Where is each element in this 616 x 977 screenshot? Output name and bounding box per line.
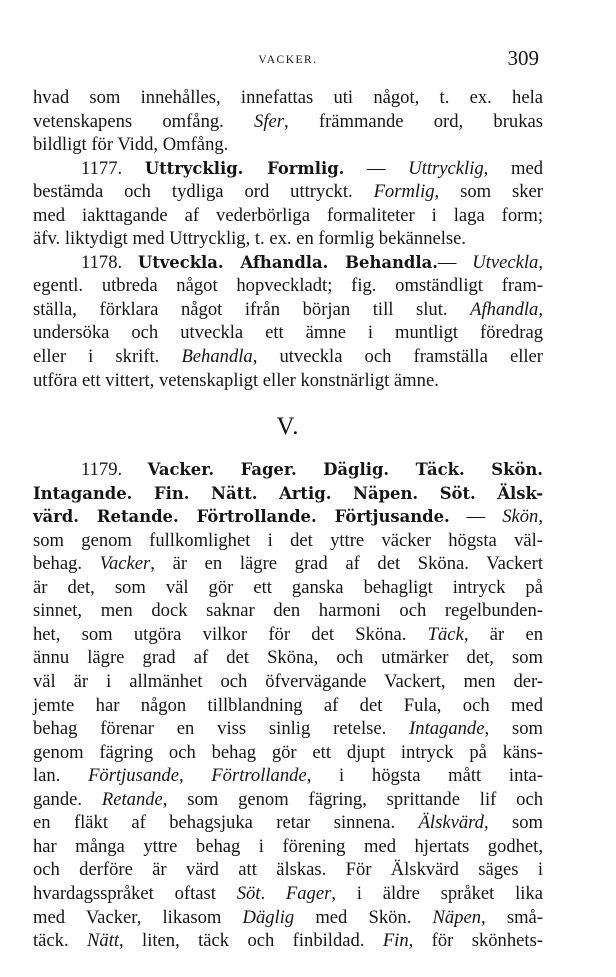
text-run: — [449, 506, 503, 528]
text-line [33, 929, 543, 953]
text-run: . [260, 882, 286, 904]
text-run: hvardagsspråket oftast [33, 882, 237, 904]
running-head: VACKER. [258, 54, 318, 66]
text-run: , är en lägre grad af det Sköna. Vackert [150, 553, 543, 575]
text-run: genom fägring och behag gör ett djupt intryck på käns- [33, 741, 543, 763]
text-line [33, 811, 543, 835]
page-header [33, 46, 543, 76]
text-run: väl är i allmänhet och öfvervägande Vackert, men der- [33, 671, 543, 693]
text-run: , [538, 298, 543, 320]
text-run: egentl. utbreda något hopveckladt; fig. omständligt fram- [33, 275, 543, 297]
text-line [33, 717, 543, 741]
page-number: 309 [507, 46, 539, 70]
text-run: , utveckla och framställa eller [252, 346, 543, 368]
text-run: ställa, förklara något ifrån början till slut. [33, 298, 471, 320]
italic-term: Fager [285, 882, 332, 904]
text-run: gande. [33, 788, 102, 810]
text-line [33, 623, 543, 647]
text-line [33, 157, 543, 181]
headword: Utveckla. Afhandla. Behandla. [137, 252, 438, 272]
text-run: — [344, 157, 409, 179]
italic-term: Täck [427, 623, 464, 645]
text-line [33, 133, 543, 157]
text-run: 1179. [81, 459, 148, 481]
text-line [33, 882, 543, 906]
headword: Intagande. Fin. Nätt. Artig. Näpen. Söt. Älsk- [33, 483, 543, 503]
text-line [33, 788, 543, 812]
italic-term: Afhandla [470, 298, 539, 320]
text-run: är det, som väl gör ett ganska behagligt intryck på [33, 576, 543, 598]
text-run: bildligt för Vidd, Omfång. [33, 134, 229, 156]
text-run: jemte har någon tillblandning af det Fula, och med [33, 694, 543, 716]
text-line [33, 599, 543, 623]
italic-term: Uttrycklig [408, 157, 484, 179]
text-line [33, 458, 543, 482]
text-line [33, 482, 543, 506]
text-run: , som genom fägring, sprittande lif och [162, 788, 543, 810]
italic-term: Förtjusande, Förtrollande [88, 765, 307, 787]
text-run: , i högsta mått inta- [306, 765, 543, 787]
italic-term: Fin [382, 930, 409, 952]
text-run: som genom fullkomlighet i det yttre väcker högsta väl- [33, 529, 543, 551]
text-run: , är en [463, 623, 544, 645]
text-line [33, 227, 543, 251]
text-run: ännu lägre grad af det Sköna, och utmärker det, som [33, 647, 543, 669]
text-run: , med [483, 157, 543, 179]
text-run: 1177. [81, 157, 145, 179]
text-run: bestämda och tydliga ord uttryckt. [33, 181, 374, 203]
text-line [33, 529, 543, 553]
text-run: , som [483, 812, 544, 834]
text-run: vetenskapens omfång. [33, 110, 255, 132]
italic-term: Nätt [87, 930, 120, 952]
text-line [33, 906, 543, 930]
text-run: eller i skrift. [33, 346, 182, 368]
italic-term: Vacker [99, 553, 151, 575]
text-line [33, 274, 543, 298]
text-run: äfv. liktydigt med Uttrycklig, t. ex. en formlig bekännelse. [33, 228, 467, 250]
text-run: , små- [481, 906, 543, 928]
italic-term: Däglig [242, 906, 295, 928]
text-line [33, 110, 543, 134]
text-run: 1178. [81, 251, 138, 273]
page-body [33, 86, 543, 953]
text-line [33, 741, 543, 765]
text-line [33, 321, 543, 345]
text-run: med Skön. [294, 906, 433, 928]
text-line [33, 646, 543, 670]
text-run: , som [484, 718, 543, 740]
italic-term: Näpen [432, 906, 482, 928]
text-line [33, 764, 543, 788]
text-run: sinnet, men dock saknar den harmoni och regelbunden- [33, 600, 543, 622]
italic-term: Formlig [373, 181, 435, 203]
text-run: täck. [33, 930, 87, 952]
italic-term: Älskvärd [418, 812, 484, 834]
text-line [33, 369, 543, 393]
italic-term: Retande [101, 788, 163, 810]
text-run: , [538, 251, 543, 273]
text-line [33, 298, 543, 322]
text-run: behag. [33, 553, 100, 575]
text-run: hvad som innehålles, innefattas uti något, t. ex. hela [33, 87, 543, 108]
text-line [33, 204, 543, 228]
headword: Vacker. Fager. Däglig. Täck. Skön. [147, 460, 543, 480]
italic-term: Behandla [181, 346, 253, 368]
text-run: , [538, 506, 544, 528]
text-run: — [437, 251, 473, 273]
italic-term: Skön [502, 506, 539, 528]
text-run: , som sker [434, 181, 543, 203]
text-run: behag förenar en viss sinlig retelse. [33, 718, 410, 740]
text-run: har många yttre behag i förening med hjertats godhet, [33, 835, 543, 857]
text-run: lan. [33, 765, 89, 787]
text-line [33, 552, 543, 576]
italic-term: Utveckla [472, 251, 539, 273]
italic-term: Intagande [409, 718, 485, 740]
headword: Uttrycklig. Formlig. [144, 158, 345, 178]
text-run: , liten, täck och finbildad. [119, 930, 383, 952]
text-line [33, 835, 543, 859]
text-line [33, 858, 543, 882]
text-run: het, som utgöra vilkor för det Sköna. [33, 623, 428, 645]
text-run: , för skönhets- [408, 930, 543, 952]
text-line [33, 505, 543, 529]
text-run: med iakttagande af vederbörliga formaliteter i laga form; [33, 204, 543, 226]
text-line [33, 345, 543, 369]
text-run: och derföre är värd att älskas. För Älskvärd säges i [33, 859, 543, 881]
text-run: undersöka och utveckla ett ämne i muntligt föredrag [33, 322, 543, 344]
text-line [33, 670, 543, 694]
text-line [33, 694, 543, 718]
headword: värd. Retande. Förtrollande. Förtjusande. [33, 507, 450, 527]
text-run: utföra ett vittert, vetenskapligt eller konstnärligt ämne. [33, 369, 439, 391]
italic-term: Söt [236, 882, 261, 904]
text-line [33, 251, 543, 275]
text-run: en fläkt af behagsjuka retar sinnena. [33, 812, 419, 834]
text-line [33, 180, 543, 204]
text-line [33, 86, 543, 110]
section-letter: V. [276, 413, 300, 441]
italic-term: Sfer [254, 110, 284, 132]
text-line [33, 576, 543, 600]
text-run: med Vacker, likasom [33, 906, 243, 928]
text-run: , i äldre språket lika [331, 882, 544, 904]
text-run: , främmande ord, brukas [284, 110, 543, 132]
